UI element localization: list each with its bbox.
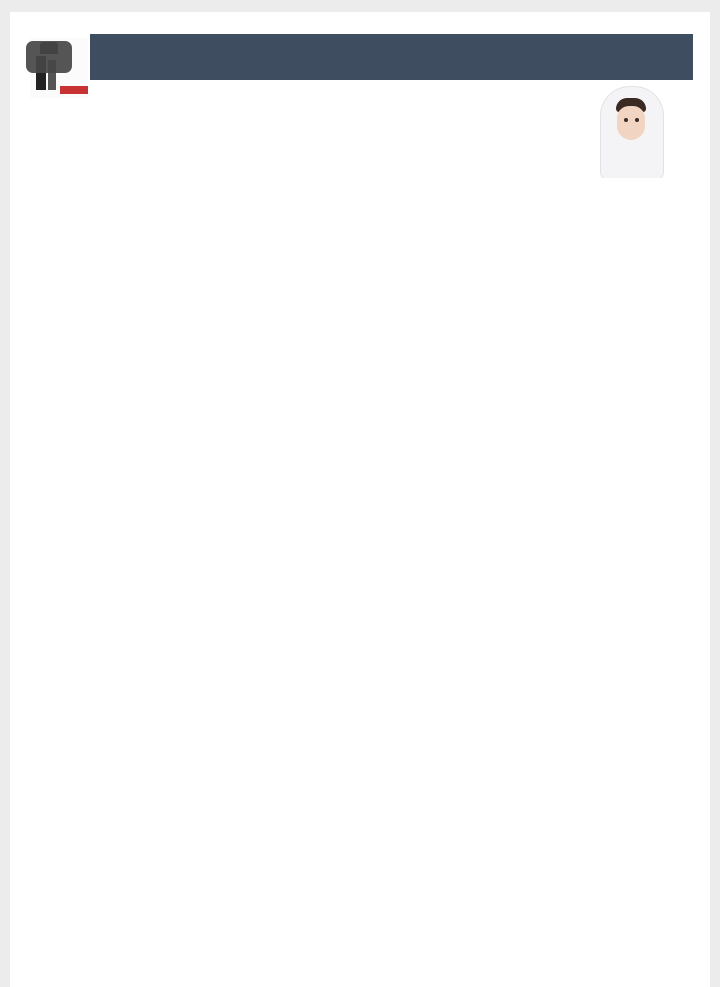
page-counter[interactable] <box>26 41 72 73</box>
report-header <box>90 34 693 80</box>
student-photo <box>594 84 668 178</box>
